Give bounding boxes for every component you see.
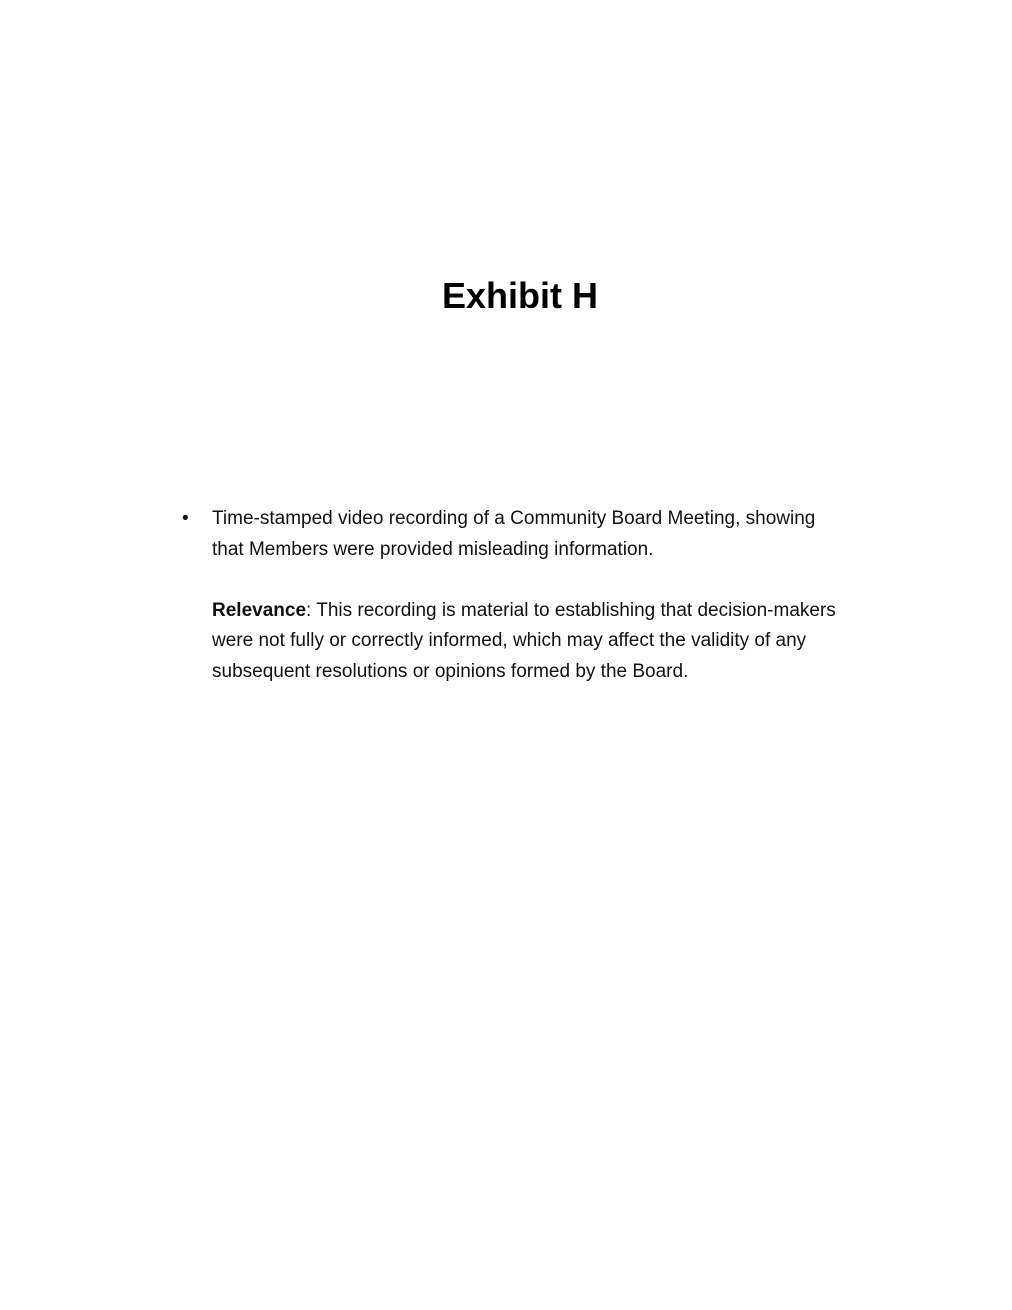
relevance-paragraph [212,596,846,688]
item-description: Time-stamped video recording of a Community Board Meeting, showing that Members were provided misleading information. [212,508,816,560]
bullet-icon: • [182,508,189,529]
exhibit-list [176,504,846,687]
exhibit-title: Exhibit H [441,275,598,316]
relevance-text: This recording is material to establishing that decision-makers were not fully or correctly informed, which may affect the validity of any subsequent resolutions or opinions formed by the Board. [212,599,836,682]
relevance-label: Relevance [212,599,307,621]
relevance-separator: : [306,599,317,621]
list-item [176,504,846,687]
